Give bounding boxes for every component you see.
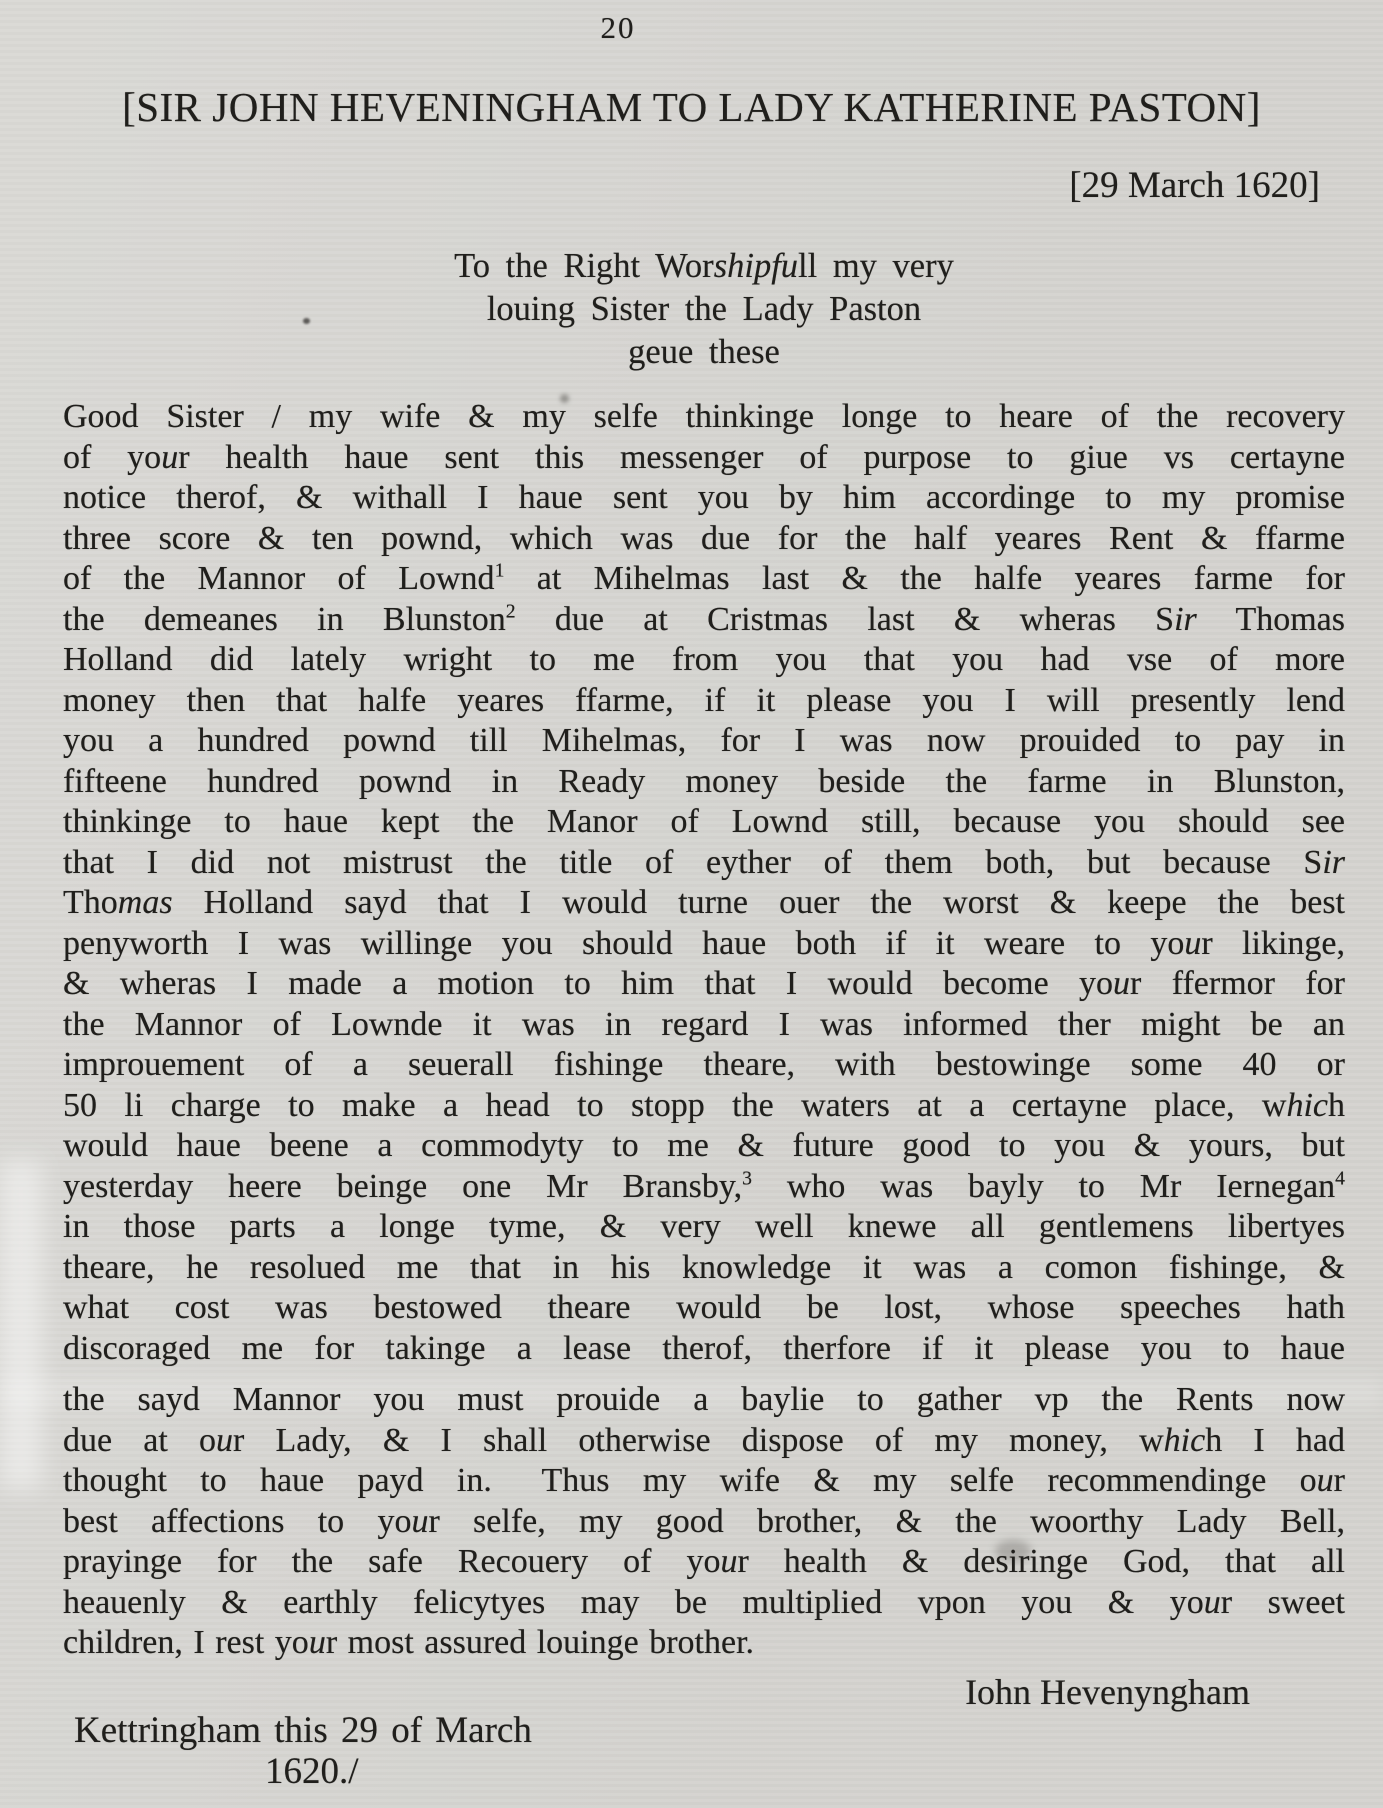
text-line: thinkinge to haue kept the Manor of Lownd still, because you should see	[63, 803, 1345, 840]
text-line: that I did not mistrust the title of eyther of them both, but because Sir	[63, 843, 1345, 881]
text-line: fifteene hundred pownd in Ready money beside the farme in Blunston,	[63, 762, 1345, 800]
page-number: 20	[600, 10, 636, 45]
text-line: & wheras I made a motion to him that I would become your ffermor for	[63, 965, 1345, 1002]
text-line: children, I rest your most assured louinge brother.	[63, 1624, 755, 1661]
text-line: of the Mannor of Lownd$^1$ at Mihelmas last & the halfe yeares farme for	[63, 559, 1345, 597]
text-line: 50 li charge to make a head to stopp the waters at a certayne place, which	[63, 1086, 1345, 1124]
text-line: penyworth I was willinge you should haue both if it weare to your likinge,	[63, 924, 1345, 962]
signature-line: Iohn Hevenyngham	[965, 1672, 1250, 1712]
text-line: what cost was bestowed theare would be lost, whose speeches hath	[63, 1289, 1345, 1326]
year-line: 1620./	[265, 1751, 359, 1792]
text-line: Thomas Holland sayd that I would turne ouer the worst & keepe the best	[63, 884, 1345, 921]
text-line: best affections to your selfe, my good brother, & the woorthy Lady Bell,	[63, 1502, 1345, 1540]
letter-body	[63, 397, 1345, 1664]
text-line: Holland did lately wright to me from you that you had vse of more	[63, 641, 1345, 678]
letter-date: [29 March 1620]	[1069, 165, 1320, 206]
scan-light-strip	[0, 1160, 42, 1490]
place-line: Kettringham this 29 of March	[74, 1710, 532, 1751]
text-line: notice therof, & withall I haue sent you by him accordinge to my promise	[63, 479, 1345, 516]
text-line: the demeanes in Blunston$^2$ due at Cristmas last & wheras Sir Thomas	[63, 600, 1345, 638]
text-line: heauenly & earthly felicytyes may be multiplied vpon you & your sweet	[63, 1583, 1345, 1621]
text-line: yesterday heere beinge one Mr Bransby,$^3$ who was bayly to Mr Iernegan$^4$	[63, 1167, 1345, 1205]
text-line: To the Right Worshipfull my very	[454, 247, 954, 285]
text-line: you a hundred pownd till Mihelmas, for I was now prouided to pay in	[63, 722, 1345, 759]
text-line: prayinge for the safe Recouery of your health & desiringe God, that all	[63, 1543, 1345, 1580]
text-line: Good Sister / my wife & my selfe thinkinge longe to heare of the recovery	[63, 398, 1345, 435]
text-line: the sayd Mannor you must prouide a baylie to gather vp the Rents now	[63, 1381, 1345, 1418]
text-line: improuement of a seuerall fishinge theare, with bestowinge some 40 or	[63, 1046, 1345, 1083]
text-line: theare, he resolued me that in his knowledge it was a comon fishinge, &	[63, 1248, 1345, 1286]
text-line: of your health haue sent this messenger of purpose to giue vs certayne	[63, 438, 1345, 476]
text-line: geue these	[628, 333, 780, 371]
address-block	[63, 245, 1345, 374]
text-line: thought to haue payd in. Thus my wife & my selfe recommendinge our	[63, 1462, 1345, 1499]
text-line: louing Sister the Lady Paston	[486, 290, 922, 328]
text-line: due at our Lady, & I shall otherwise dispose of my money, which I had	[63, 1421, 1345, 1459]
text-line: would haue beene a commodyty to me & future good to you & yours, but	[63, 1127, 1345, 1164]
letter-heading: [SIR JOHN HEVENINGHAM TO LADY KATHERINE PASTON]	[122, 84, 1261, 130]
text-line: in those parts a longe tyme, & very well knewe all gentlemens libertyes	[63, 1208, 1345, 1245]
text-line: money then that halfe yeares ffarme, if it please you I will presently lend	[63, 681, 1345, 719]
text-line: the Mannor of Lownde it was in regard I was informed ther might be an	[63, 1005, 1345, 1043]
text-line: three score & ten pownd, which was due for the half yeares Rent & ffarme	[63, 519, 1345, 557]
text-line: discoraged me for takinge a lease therof, therfore if it please you to haue	[63, 1329, 1345, 1367]
